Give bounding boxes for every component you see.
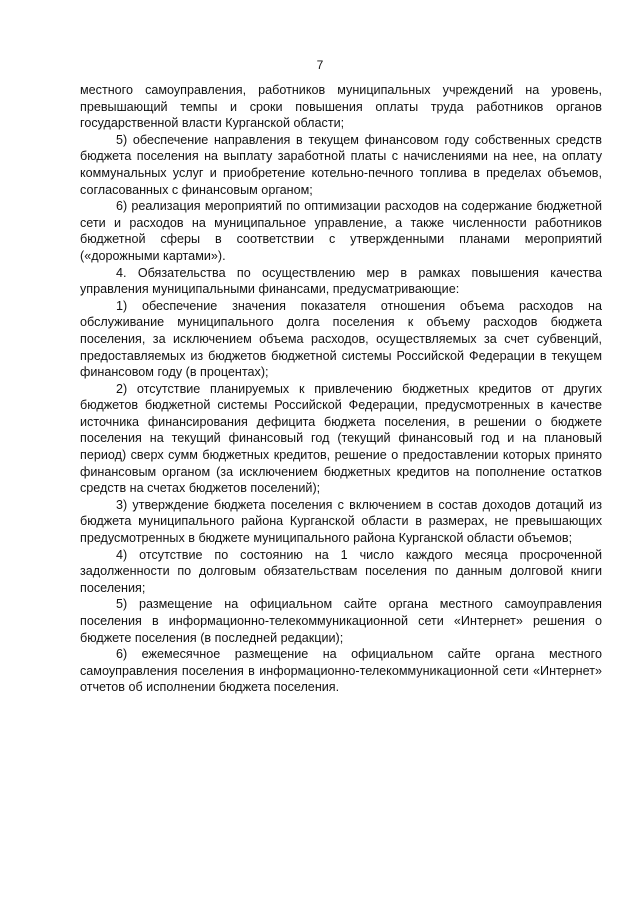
page-number: 7 <box>316 58 324 72</box>
document-body <box>80 82 602 696</box>
section-4-item-1: 1) обеспечение значения показателя отношения объема расходов на обслуживание муниципального долга поселения к объему расходов бюджета поселения, за исключением объема расходов, осуществляемых за счет субвенций, предоставляемых из бюджетов бюджетной системы Российской Федерации в текущем финансовом году (в процентах); <box>80 298 602 380</box>
paragraph-continuation: местного самоуправления, работников муниципальных учреждений на уровень, превышающий темпы и сроки повышения оплаты труда работников органов государственной власти Курганской области; <box>80 83 602 131</box>
paragraph-item-5: 5) обеспечение направления в текущем финансовом году собственных средств бюджета поселения на выплату заработной платы с начислениями на нее, на оплату коммунальных услуг и приобретение котельно-печного топлива в пределах объемов, согласованных с финансовым органом; <box>80 132 602 197</box>
paragraph-item-6: 6) реализация мероприятий по оптимизации расходов на содержание бюджетной сети и расходов на муниципальное управление, а также численности работников бюджетной сферы в соответствии с утвержденными планами мероприятий («дорожными картами»). <box>80 199 602 263</box>
section-4-item-5: 5) размещение на официальном сайте органа местного самоуправления поселения в информационно-телекоммуникационной сети «Интернет» решения о бюджете поселения (в последней редакции); <box>80 597 602 645</box>
section-4-item-3: 3) утверждение бюджета поселения с включением в состав доходов дотаций из бюджета муниципального района Курганской области в размерах, не превышающих предусмотренных в бюджете муниципального района Курганской области объемов; <box>80 497 602 546</box>
section-4-item-6: 6) ежемесячное размещение на официальном сайте органа местного самоуправления поселения в информационно-телекоммуникационной сети «Интернет» отчетов об исполнении бюджета поселения. <box>80 647 602 695</box>
section-4-item-4: 4) отсутствие по состоянию на 1 число каждого месяца просроченной задолженности по долговым обязательствам поселения по данным долговой книги поселения; <box>80 547 602 595</box>
section-4-heading-paragraph: 4. Обязательства по осуществлению мер в рамках повышения качества управления муниципальными финансами, предусматривающие: <box>80 265 602 297</box>
section-4-item-2: 2) отсутствие планируемых к привлечению бюджетных кредитов от других бюджетов бюджетной системы Российской Федерации, предусмотренных в качестве источника финансирования дефицита бюджета поселения, в решении о бюджете поселения на текущий финансовый год (текущий финансовый год и на плановый период) сверх сумм бюджетных кредитов, решение о предоставлении которых принято финансовым органом (за исключением бюджетных кредитов на пополнение остатков средств на счетах бюджетов поселений); <box>80 381 602 496</box>
